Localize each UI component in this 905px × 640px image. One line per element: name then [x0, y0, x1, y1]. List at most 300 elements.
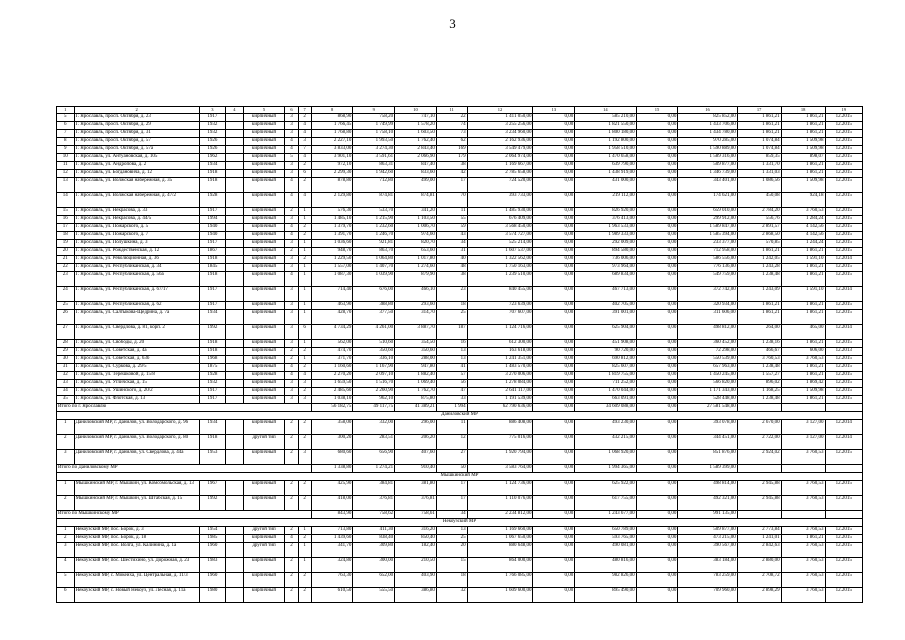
- table-cell: 3: [298, 138, 311, 146]
- table-cell: 3 583 764,00: [467, 465, 533, 473]
- table-cell: 2 773,84: [737, 527, 781, 535]
- table-cell: 1: [298, 248, 311, 256]
- table-cell: 566 820,00: [678, 380, 737, 388]
- table-row: [57, 248, 863, 256]
- table-cell: кирпичный: [243, 154, 285, 162]
- table-cell: 17: [57, 224, 75, 232]
- table-cell: 864 000,00: [467, 558, 533, 573]
- table-cell: 12.2015: [825, 527, 862, 535]
- table-cell: 1 470 658,00: [575, 154, 636, 162]
- table-cell: 3 760,53: [781, 573, 825, 588]
- table-cell: [226, 232, 244, 240]
- table-cell: 393 733,00: [467, 193, 533, 208]
- table-row: [57, 302, 863, 310]
- table-cell: 3: [285, 325, 298, 340]
- table-cell: 868,90: [311, 114, 353, 122]
- table-cell: 775 016,00: [467, 435, 533, 450]
- table-cell: 2: [57, 535, 75, 543]
- table-cell: кирпичный: [243, 146, 285, 154]
- table-cell: 1 994: [436, 404, 467, 412]
- table-cell: 0,00: [533, 481, 575, 496]
- table-cell: 1 434 780,00: [678, 130, 737, 138]
- table-cell: Г. Ярославль, ул. Волжская набережная, д. 35: [74, 178, 199, 193]
- table-cell: 1: [298, 272, 311, 287]
- table-cell: 18: [57, 232, 75, 240]
- table-cell: Г. Ярославль, ул. Свердлова, д. 81, корп. 2: [74, 325, 199, 340]
- table-cell: [226, 388, 244, 396]
- table-cell: 921,81: [353, 240, 395, 248]
- table-cell: 2: [298, 420, 311, 435]
- table-cell: 12.2015: [825, 588, 862, 603]
- table-cell: 0,00: [533, 404, 575, 412]
- table-cell: кирпичный: [243, 310, 285, 325]
- table-cell: 418,00: [311, 496, 353, 511]
- table-cell: 1 439,60: [311, 535, 353, 543]
- table-cell: 1 762,40: [395, 138, 437, 146]
- table-cell: 1 766 085,00: [467, 573, 533, 588]
- table-cell: 3: [285, 340, 298, 348]
- table-cell: 2: [285, 348, 298, 356]
- table-cell: 1 243 677,00: [575, 511, 636, 519]
- table-cell: 1 110 076,00: [467, 496, 533, 511]
- table-cell: 2: [285, 481, 298, 496]
- table-cell: 0,00: [636, 224, 678, 232]
- table-cell: 9: [353, 107, 395, 114]
- table-cell: 1932: [199, 380, 225, 388]
- table-cell: 210,50: [395, 558, 437, 573]
- table-cell: 1928: [199, 193, 225, 208]
- table-cell: кирпичный: [243, 588, 285, 603]
- table-cell: [226, 372, 244, 380]
- table-cell: 1985: [199, 535, 225, 543]
- table-cell: 43: [436, 232, 467, 240]
- table-cell: 1 103,50: [395, 216, 437, 224]
- table-cell: 1918: [199, 272, 225, 287]
- table-cell: 179: [436, 154, 467, 162]
- table-cell: 1 589 847,00: [678, 224, 737, 232]
- table-cell: 350,60: [395, 348, 437, 356]
- table-cell: [226, 272, 244, 287]
- table-cell: кирпичный: [243, 122, 285, 130]
- table-cell: 0,00: [636, 348, 678, 356]
- table-cell: 1 603,50: [395, 130, 437, 138]
- table-cell: 625 922,00: [575, 481, 636, 496]
- table-cell: 2 898,29: [737, 588, 781, 603]
- table-cell: 0,00: [533, 248, 575, 256]
- table-cell: 23: [436, 287, 467, 302]
- table-cell: Некоузский МР: [57, 519, 863, 527]
- table-cell: 1994: [199, 216, 225, 224]
- table-cell: 1934: [199, 162, 225, 170]
- table-cell: [226, 138, 244, 146]
- table-cell: 341,20: [395, 208, 437, 216]
- table-cell: 12: [467, 107, 533, 114]
- table-cell: 371,70: [311, 356, 353, 364]
- table-cell: 820,70: [395, 240, 437, 248]
- table-cell: Г. Ярославль, ул. Советская, д. 63б: [74, 356, 199, 364]
- table-cell: 4: [298, 130, 311, 138]
- table-cell: 383 184,00: [678, 558, 737, 573]
- table-cell: 24: [57, 287, 75, 302]
- table-cell: 2 129,80: [311, 193, 353, 208]
- table-cell: 0,00: [636, 435, 678, 450]
- table-cell: Некоузский МР, пос. Волга, ул. Калинина, д. 1а: [74, 543, 199, 558]
- table-cell: 1 861,21: [781, 364, 825, 372]
- table-cell: 344 451,00: [678, 435, 737, 450]
- table-cell: 714,40: [311, 287, 353, 302]
- table-cell: 650 789,00: [575, 527, 636, 535]
- table-cell: 3 274,30: [353, 146, 395, 154]
- table-cell: 3: [285, 170, 298, 178]
- table-cell: 1 766,45: [311, 122, 353, 130]
- table-cell: 2 097,10: [353, 372, 395, 380]
- table-cell: 11: [57, 162, 75, 170]
- table-cell: 593 765,00: [575, 535, 636, 543]
- table-cell: 12: [436, 435, 467, 450]
- table-cell: [226, 325, 244, 340]
- table-cell: 1 229,50: [311, 256, 353, 264]
- table-cell: 758,20: [353, 114, 395, 122]
- table-cell: 1 483 570,00: [467, 364, 533, 372]
- total-row: [57, 404, 863, 412]
- table-cell: 0,00: [533, 527, 575, 535]
- table-cell: 525 214,00: [467, 240, 533, 248]
- table-cell: 1 861,21: [781, 130, 825, 138]
- table-cell: 3 760,53: [781, 588, 825, 603]
- table-cell: [226, 122, 244, 130]
- table-cell: 711 252,00: [575, 380, 636, 388]
- table-cell: 5: [57, 573, 75, 588]
- table-cell: 1992: [199, 496, 225, 511]
- table-cell: 33: [57, 380, 75, 388]
- table-cell: 38: [436, 272, 467, 287]
- table-cell: 1 861,21: [781, 248, 825, 256]
- table-cell: 973 964,00: [575, 264, 636, 272]
- table-cell: 16: [678, 107, 737, 114]
- table-cell: 0,00: [533, 170, 575, 178]
- table-row: [57, 138, 863, 146]
- table-cell: 1 958 510,00: [575, 146, 636, 154]
- table-cell: 466,67: [737, 348, 781, 356]
- table-cell: 1 659,50: [311, 380, 353, 388]
- table-cell: 59: [436, 224, 467, 232]
- table-cell: 2: [298, 535, 311, 543]
- table-cell: [226, 114, 244, 122]
- table-cell: 709 960,00: [678, 588, 737, 603]
- table-cell: 3: [285, 287, 298, 302]
- table-cell: 972,10: [311, 162, 353, 170]
- table-row: [57, 114, 863, 122]
- table-cell: 586 556,00: [678, 256, 737, 264]
- table-cell: [825, 404, 862, 412]
- table-cell: кирпичный: [243, 130, 285, 138]
- table-cell: 27 581 548,00: [678, 404, 737, 412]
- table-cell: 0,00: [533, 388, 575, 396]
- table-cell: 15: [57, 208, 75, 216]
- table-cell: 1 485,10: [311, 216, 353, 224]
- table-cell: 169: [436, 146, 467, 154]
- table-cell: 1867: [199, 248, 225, 256]
- table-cell: 2 227,10: [311, 138, 353, 146]
- table-cell: 863,70: [353, 248, 395, 256]
- table-cell: Даниловский МР, г. Данилов, ул. Володарского, д. 96: [74, 420, 199, 435]
- table-cell: 3: [57, 450, 75, 465]
- table-cell: 1 086,56: [737, 178, 781, 193]
- table-cell: 12.2015: [825, 138, 862, 146]
- table-cell: Г. Ярославль, ул. Полушкина, д. 3: [74, 240, 199, 248]
- table-cell: [226, 340, 244, 348]
- table-cell: 1 750 163,00: [467, 264, 533, 272]
- table-cell: 0,00: [636, 248, 678, 256]
- table-cell: 947,80: [395, 364, 437, 372]
- table-cell: 1 391,70: [311, 232, 353, 240]
- table-row: [57, 146, 863, 154]
- table-cell: 676 409,00: [467, 216, 533, 224]
- table-row: [57, 256, 863, 264]
- table-cell: 12.2013: [825, 348, 862, 356]
- table-cell: 1 379,70: [311, 224, 353, 232]
- table-cell: 12.2015: [825, 146, 862, 154]
- table-cell: 16: [57, 216, 75, 224]
- table-cell: [226, 364, 244, 372]
- table-row: [57, 193, 863, 208]
- table-cell: 8: [311, 107, 353, 114]
- table-cell: 1 124 716,00: [467, 325, 533, 340]
- table-cell: 1 585 394,00: [678, 232, 737, 240]
- table-cell: 1 861,21: [781, 122, 825, 130]
- table-cell: 1 861,21: [737, 310, 781, 325]
- table-cell: 2: [57, 435, 75, 450]
- table-cell: 896,02: [737, 380, 781, 388]
- table-cell: 1 470 044,00: [575, 388, 636, 396]
- table-cell: 1 241,01: [737, 535, 781, 543]
- table-cell: 1 331,03: [737, 170, 781, 178]
- table-cell: 970 285,00: [678, 138, 737, 146]
- table-cell: 0,00: [636, 240, 678, 248]
- table-cell: 0,00: [636, 380, 678, 388]
- table-cell: [226, 535, 244, 543]
- table-cell: 3: [285, 216, 298, 224]
- table-cell: 1 861,21: [737, 122, 781, 130]
- table-cell: 1 322 562,00: [467, 256, 533, 264]
- table-cell: 0,00: [533, 396, 575, 404]
- table-cell: 2 162 936,00: [467, 138, 533, 146]
- table-cell: 13: [57, 178, 75, 193]
- table-cell: 3 760,53: [781, 558, 825, 573]
- table-cell: 1 407,70: [353, 264, 395, 272]
- table-cell: 610,50: [311, 588, 353, 603]
- table-cell: Г. Ярославль, ул. Пожарского, д. 7: [74, 232, 199, 240]
- table-cell: 1 067 650,00: [467, 535, 533, 543]
- table-cell: 1 993,50: [353, 138, 395, 146]
- table-cell: 2: [298, 224, 311, 232]
- table-cell: 341,70: [311, 543, 353, 558]
- table-cell: 1 861,21: [781, 162, 825, 170]
- table-cell: 4: [285, 146, 298, 154]
- table-cell: 3 833,00: [311, 146, 353, 154]
- table-cell: 763,30: [311, 573, 353, 588]
- table-cell: 1 861,21: [781, 114, 825, 122]
- table-cell: Даниловский МР, г. Данилов, ул. Володарского, д. 80: [74, 435, 199, 450]
- table-cell: 663 091,00: [575, 396, 636, 404]
- table-cell: 12.2015: [825, 372, 862, 380]
- table-cell: 3: [285, 240, 298, 248]
- table-cell: 2: [57, 496, 75, 511]
- table-cell: 50: [436, 465, 467, 473]
- table-cell: 680,60: [311, 450, 353, 465]
- table-cell: 0,00: [636, 264, 678, 272]
- table-cell: 17: [737, 107, 781, 114]
- table-cell: 4: [57, 558, 75, 573]
- table-cell: [226, 130, 244, 138]
- table-cell: 29: [57, 348, 75, 356]
- table-cell: 0,00: [533, 380, 575, 388]
- table-cell: 2: [298, 496, 311, 511]
- table-cell: 1 749,99: [353, 122, 395, 130]
- table-cell: 1: [57, 107, 75, 114]
- table-cell: 2 708,72: [737, 573, 781, 588]
- table-cell: 0,00: [533, 435, 575, 450]
- table-cell: 713,80: [311, 527, 353, 535]
- table-row: [57, 543, 863, 558]
- table-cell: кирпичный: [243, 170, 285, 178]
- table-cell: 182,40: [395, 543, 437, 558]
- table-cell: 0,00: [533, 264, 575, 272]
- table-cell: 1 038,10: [311, 396, 353, 404]
- table-cell: 1: [298, 527, 311, 535]
- table-cell: 31: [436, 248, 467, 256]
- table-cell: 34: [436, 240, 467, 248]
- table-cell: 2: [285, 496, 298, 511]
- table-cell: Г. Ярославль, просп. Октября, д. 29: [74, 122, 199, 130]
- table-cell: 1 274,21: [353, 465, 395, 473]
- table-cell: кирпичный: [243, 573, 285, 588]
- table-cell: 12.2015: [825, 340, 862, 348]
- table-cell: 0,00: [533, 232, 575, 240]
- table-cell: 689 834,00: [575, 272, 636, 287]
- table-cell: 874,81: [395, 193, 437, 208]
- table-cell: кирпичный: [243, 240, 285, 248]
- table-cell: 14: [575, 107, 636, 114]
- total-row: [57, 511, 863, 519]
- table-cell: 1 869,42: [781, 380, 825, 388]
- table-cell: 1 411 050,00: [467, 114, 533, 122]
- table-cell: 3: [285, 114, 298, 122]
- table-row: [57, 178, 863, 193]
- table-cell: 431 000,00: [575, 178, 636, 193]
- table-row: [57, 380, 863, 388]
- table-cell: 570,85: [737, 240, 781, 248]
- table-cell: 0,00: [533, 287, 575, 302]
- table-row: [57, 364, 863, 372]
- table-cell: Г. Ярославль, ул. Салтыкова-Щедрина, д. 7а: [74, 310, 199, 325]
- table-cell: 895 490,00: [575, 588, 636, 603]
- table-cell: [226, 224, 244, 232]
- table-cell: 0,00: [636, 208, 678, 216]
- table-cell: 1 942,60: [353, 170, 395, 178]
- table-cell: 0,00: [533, 224, 575, 232]
- table-cell: 1 821 550,00: [575, 122, 636, 130]
- table-cell: кирпичный: [243, 364, 285, 372]
- table-cell: 3: [298, 396, 311, 404]
- table-cell: 0,00: [533, 122, 575, 130]
- table-cell: 28: [57, 340, 75, 348]
- table-cell: 2: [285, 588, 298, 603]
- table-cell: 4: [285, 138, 298, 146]
- table-cell: Г. Ярославль, ул. Республиканская, д. 62: [74, 302, 199, 310]
- table-cell: 41: [436, 364, 467, 372]
- table-cell: 23: [57, 272, 75, 287]
- table-cell: 652,00: [353, 573, 395, 588]
- table-cell: 293,60: [395, 302, 437, 310]
- table-cell: 0,00: [533, 535, 575, 543]
- table-cell: 1 169 660,00: [467, 527, 533, 535]
- table-cell: 2: [298, 573, 311, 588]
- table-cell: 377,50: [353, 310, 395, 325]
- table-cell: 0,00: [533, 364, 575, 372]
- table-row: [57, 340, 863, 348]
- table-cell: 4: [285, 372, 298, 380]
- table-cell: [226, 193, 244, 208]
- table-cell: 49 117,75: [353, 404, 395, 412]
- table-cell: 825 852,00: [678, 114, 737, 122]
- table-cell: 1917: [199, 240, 225, 248]
- table-cell: 12.2015: [825, 496, 862, 511]
- table-cell: 0,00: [533, 193, 575, 208]
- table-cell: 758,62: [353, 511, 395, 519]
- table-cell: 1: [57, 527, 75, 535]
- table-cell: Г. Ярославль, ул. Андропова, д. 2: [74, 162, 199, 170]
- table-cell: 376,81: [395, 496, 437, 511]
- table-cell: 12.2015: [825, 388, 862, 396]
- table-cell: 40: [436, 256, 467, 264]
- table-cell: 12.2015: [825, 535, 862, 543]
- table-cell: 360 452,00: [678, 340, 737, 348]
- table-cell: 0,00: [636, 450, 678, 465]
- table-cell: 924,18: [781, 193, 825, 208]
- table-cell: 499,00: [395, 178, 437, 193]
- table-cell: 528 448,00: [678, 396, 737, 404]
- table-cell: 1: [298, 356, 311, 364]
- table-cell: Г. Ярославль, ул. Некрасова, д. 44/5: [74, 216, 199, 224]
- table-cell: 659 010,00: [678, 208, 737, 216]
- table-cell: 1980: [199, 588, 225, 603]
- table-cell: 2 924,02: [737, 450, 781, 465]
- table-row: [57, 240, 863, 248]
- table-cell: 21: [57, 256, 75, 264]
- table-cell: 0,00: [636, 527, 678, 535]
- table-cell: 1 346 739,00: [678, 170, 737, 178]
- table-cell: 4 261,00: [353, 325, 395, 340]
- table-cell: 707 607,00: [467, 310, 533, 325]
- table-cell: 62 790 636,00: [467, 404, 533, 412]
- table-cell: 6: [57, 122, 75, 130]
- table-cell: Итого по г. Ярославлю: [57, 404, 312, 412]
- table-cell: 894 580,00: [575, 248, 636, 256]
- table-cell: 7: [57, 130, 75, 138]
- table-cell: 12.2015: [825, 162, 862, 170]
- table-cell: 0,00: [533, 348, 575, 356]
- table-cell: 9: [57, 146, 75, 154]
- table-cell: 3 760,53: [737, 356, 781, 364]
- table-cell: 2 945,88: [737, 481, 781, 496]
- table-cell: 1968: [199, 356, 225, 364]
- table-cell: 0,00: [636, 178, 678, 193]
- table-cell: Некоузский МР, с. Новый Некоуз, ул. Лесная, д. 11а: [74, 588, 199, 603]
- table-cell: 1 861,21: [781, 535, 825, 543]
- table-cell: 12.2015: [825, 208, 862, 216]
- table-cell: 1 238,48: [737, 272, 781, 287]
